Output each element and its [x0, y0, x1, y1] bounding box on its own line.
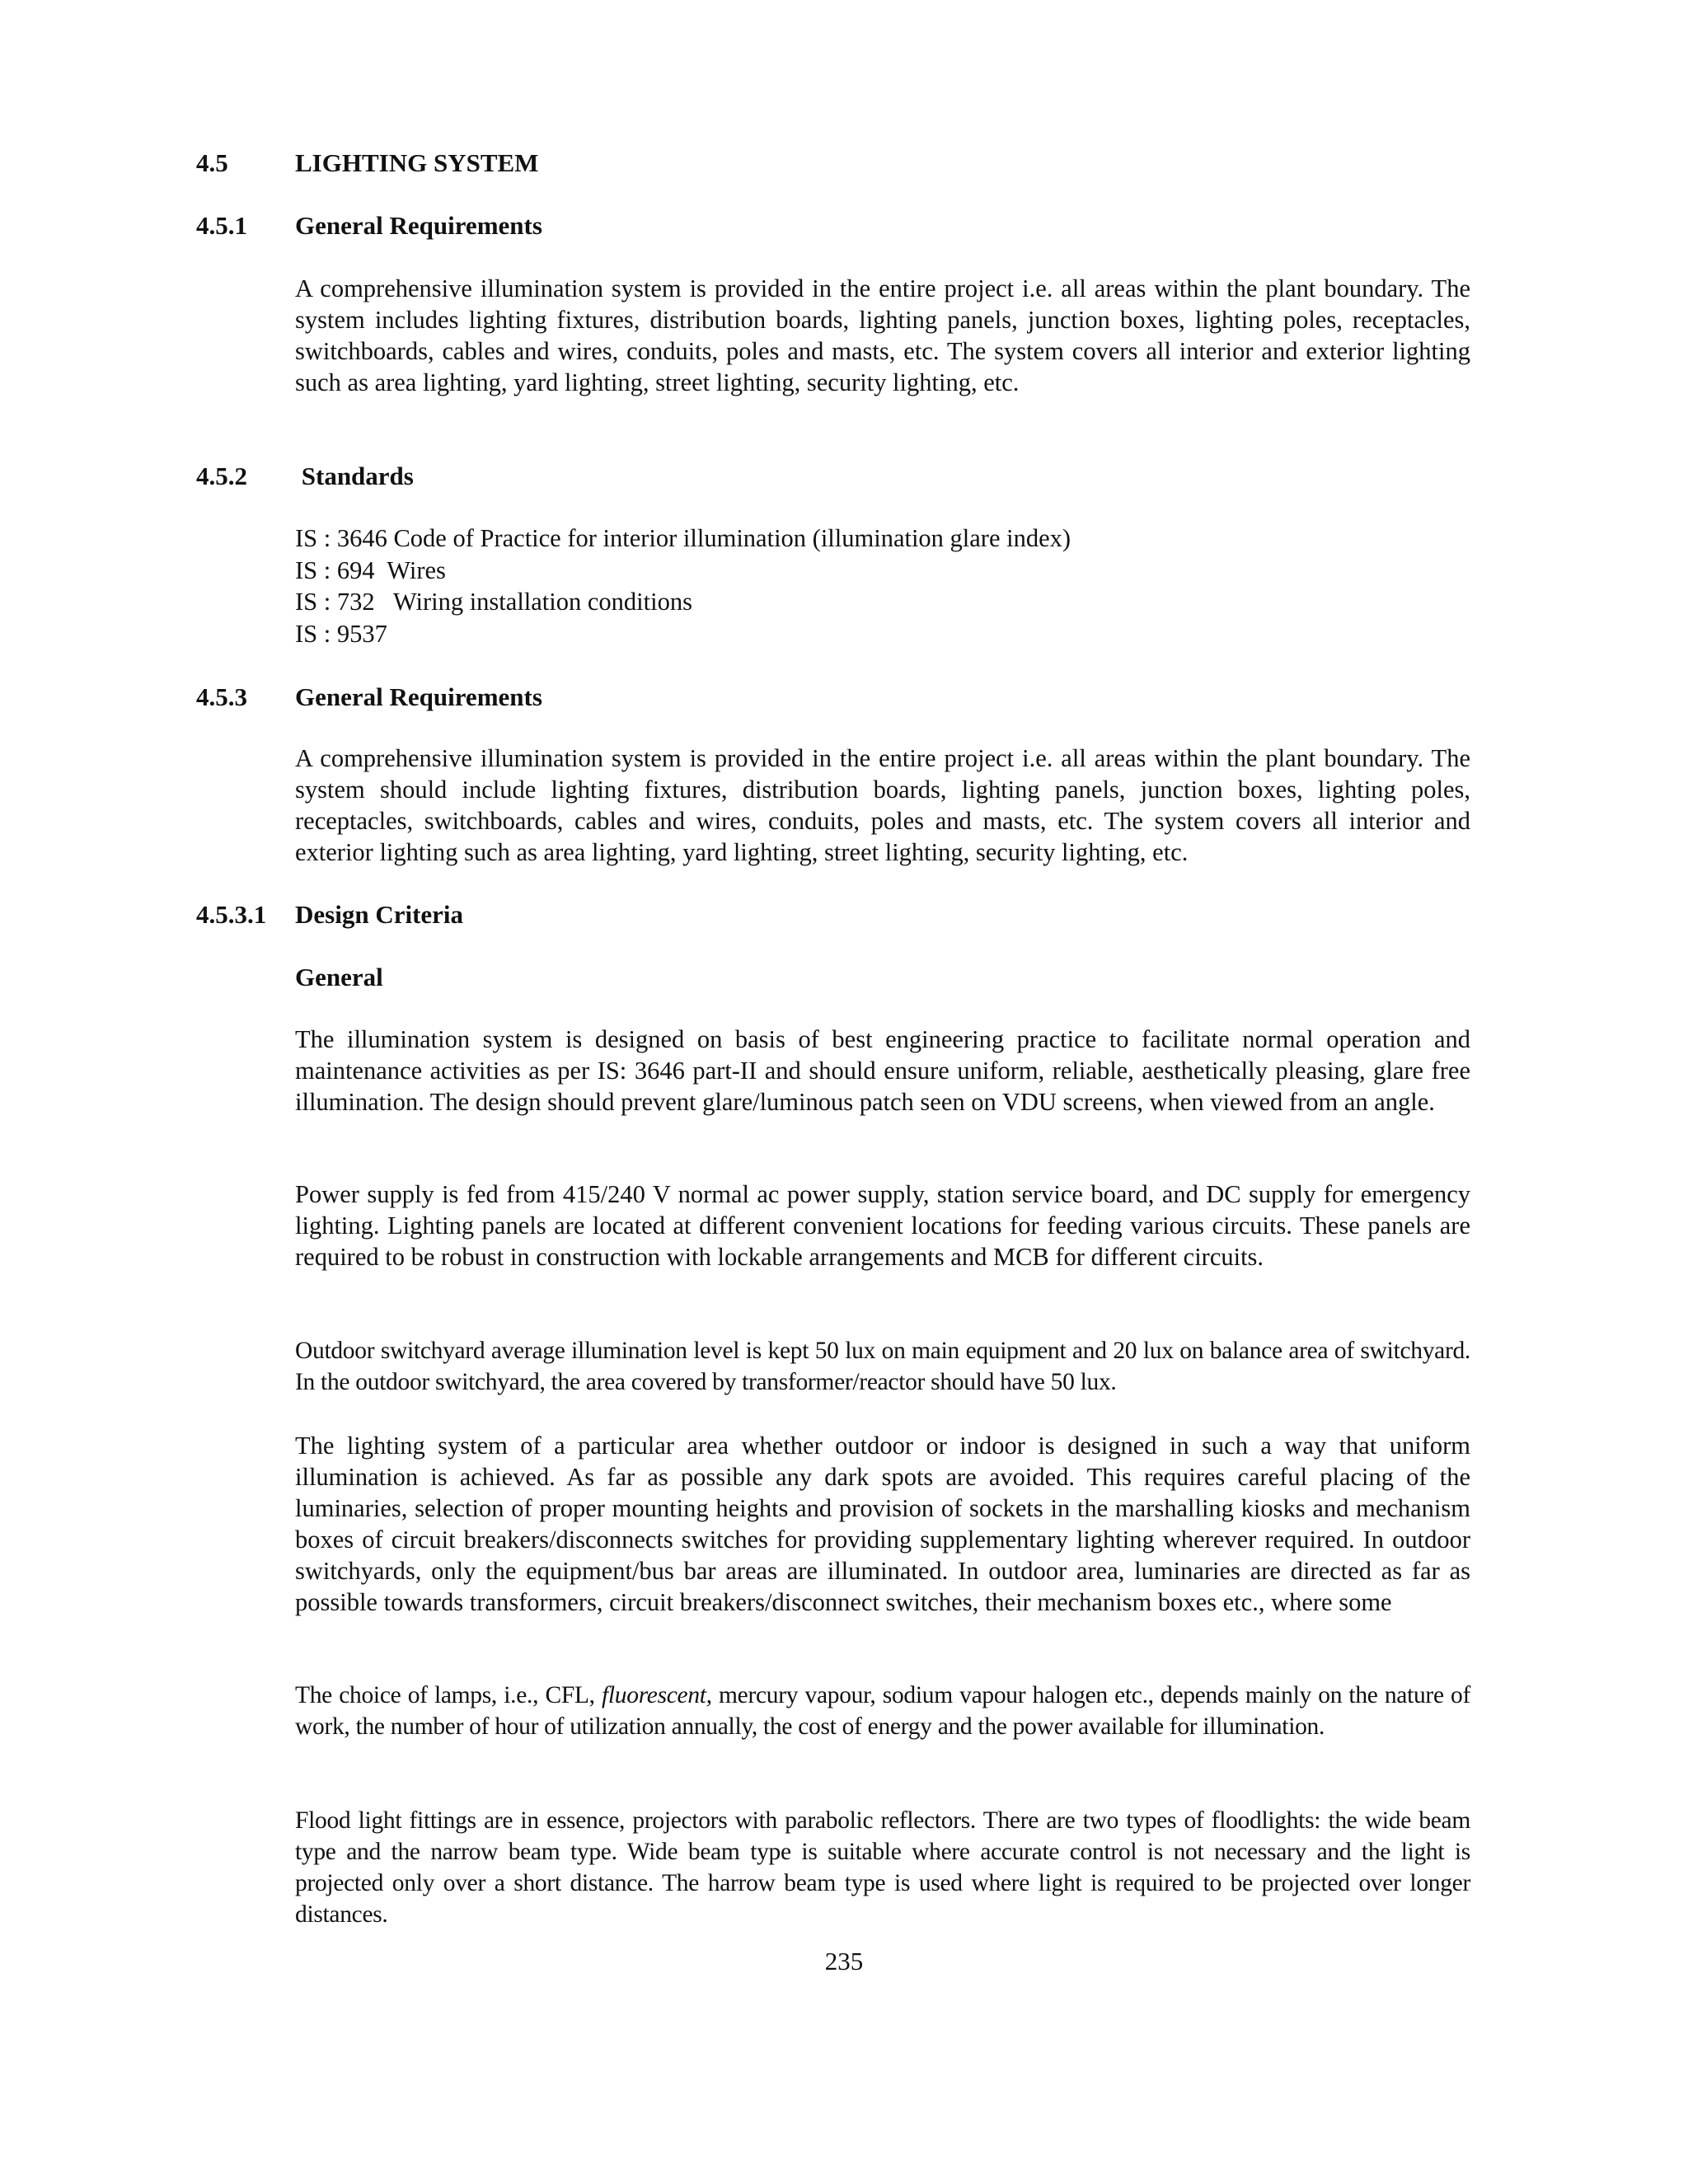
subsection-heading-4-5-3 [196, 681, 542, 714]
subsection-title: General Requirements [295, 211, 542, 240]
lamp-text-before: The choice of lamps, i.e., CFL, [295, 1682, 602, 1708]
lamp-text-italic: fluorescent, [602, 1682, 712, 1708]
subsection-heading-4-5-3-1 [196, 898, 463, 931]
subsection-heading-4-5-2 [196, 460, 414, 493]
subsection-title: Design Criteria [295, 900, 464, 929]
general-requirements-paragraph-2: A comprehensive illumination system is provided in the entire project i.e. all areas within the plant boundary. The system should include lighting fixtures, distribution boards, lighting panels, junction boxes, lighting poles, receptacles, switchboards, cables and wires, conduits, poles and masts, etc. The system covers all interior and exterior lighting such as area lighting, yard lighting, street lighting, security lighting, etc. [295, 744, 1470, 866]
standard-item: IS : 9537 [295, 619, 387, 648]
subsection-number: 4.5.1 [196, 211, 247, 240]
subsection-number: 4.5.2 [196, 462, 247, 490]
standard-item: IS : 732 Wiring installation conditions [295, 588, 692, 616]
section-heading [196, 147, 538, 180]
section-title: LIGHTING SYSTEM [295, 148, 539, 177]
design-paragraph-switchyard-lux: Outdoor switchyard average illumination level is kept 50 lux on main equipment and 20 lux on balance area of switchyard. In the outdoor switchyard, the area covered by transformer/reactor should have 50 lux. [295, 1338, 1470, 1395]
standard-item: IS : 3646 Code of Practice for interior illumination (illumination glare index) [295, 524, 1071, 552]
subsection-number: 4.5.3 [196, 682, 247, 711]
subsection-title: General Requirements [295, 682, 542, 711]
design-paragraph-power-supply: Power supply is fed from 415/240 V normal ac power supply, station service board, and DC supply for emergency lighting. Lighting panels are located at different convenient locations for feeding various circuits. These panels are required to be robust in construction with lockable arrangements and MCB for different circuits. [295, 1180, 1470, 1271]
section-number: 4.5 [196, 148, 228, 177]
subsection-title: Standards [295, 462, 414, 490]
design-paragraph-floodlights: Flood light fittings are in essence, projectors with parabolic reflectors. There are two types of floodlights: the wide beam type and the narrow beam type. Wide beam type is suitable where accurate control is not necessary and the light is projected only over a short distance. The harrow beam type is used where light is required to be projected over longer distances. [295, 1807, 1470, 1928]
standard-item: IS : 694 Wires [295, 555, 446, 584]
lamp-text-after: mercury vapour, sodium vapour halogen etc., depends mainly on the nature of work, the number of hour of utilization annually, the cost of energy and the power available for illumination. [295, 1682, 1470, 1740]
subsection-heading-4-5-1 [196, 209, 542, 242]
general-requirements-paragraph-1: A comprehensive illumination system is provided in the entire project i.e. all areas within the plant boundary. The system includes lighting fixtures, distribution boards, lighting panels, junction boxes, lighting poles, receptacles, switchboards, cables and wires, conduits, poles and masts, etc. The system covers all interior and exterior lighting such as area lighting, yard lighting, street lighting, security lighting, etc. [295, 274, 1470, 396]
design-paragraph-lighting-layout: The lighting system of a particular area whether outdoor or indoor is designed in such a way that uniform illumination is achieved. As far as possible any dark spots are avoided. This requires careful placing of the luminaries, selection of proper mounting heights and provision of sockets in the marshalling kiosks and mechanism boxes of circuit breakers/disconnects switches for providing supplementary lighting wherever required. In outdoor switchyards, only the equipment/bus bar areas are illuminated. In outdoor area, luminaries are directed as far as possible towards transformers, circuit breakers/disconnect switches, their mechanism boxes etc., where some [295, 1432, 1470, 1616]
general-subheading: General [295, 963, 383, 991]
design-paragraph-lamp-choice [295, 1680, 1470, 1742]
design-paragraph-illumination: The illumination system is designed on basis of best engineering practice to facilitate normal operation and maintenance activities as per IS: 3646 part-II and should ensure uniform, reliable, aesthetically pleasing, glare free illumination. The design should prevent glare/luminous patch seen on VDU screens, when viewed from an angle. [295, 1025, 1470, 1116]
standards-list [295, 523, 1071, 649]
subsection-number: 4.5.3.1 [196, 900, 267, 929]
page-number: 235 [824, 1947, 864, 1975]
